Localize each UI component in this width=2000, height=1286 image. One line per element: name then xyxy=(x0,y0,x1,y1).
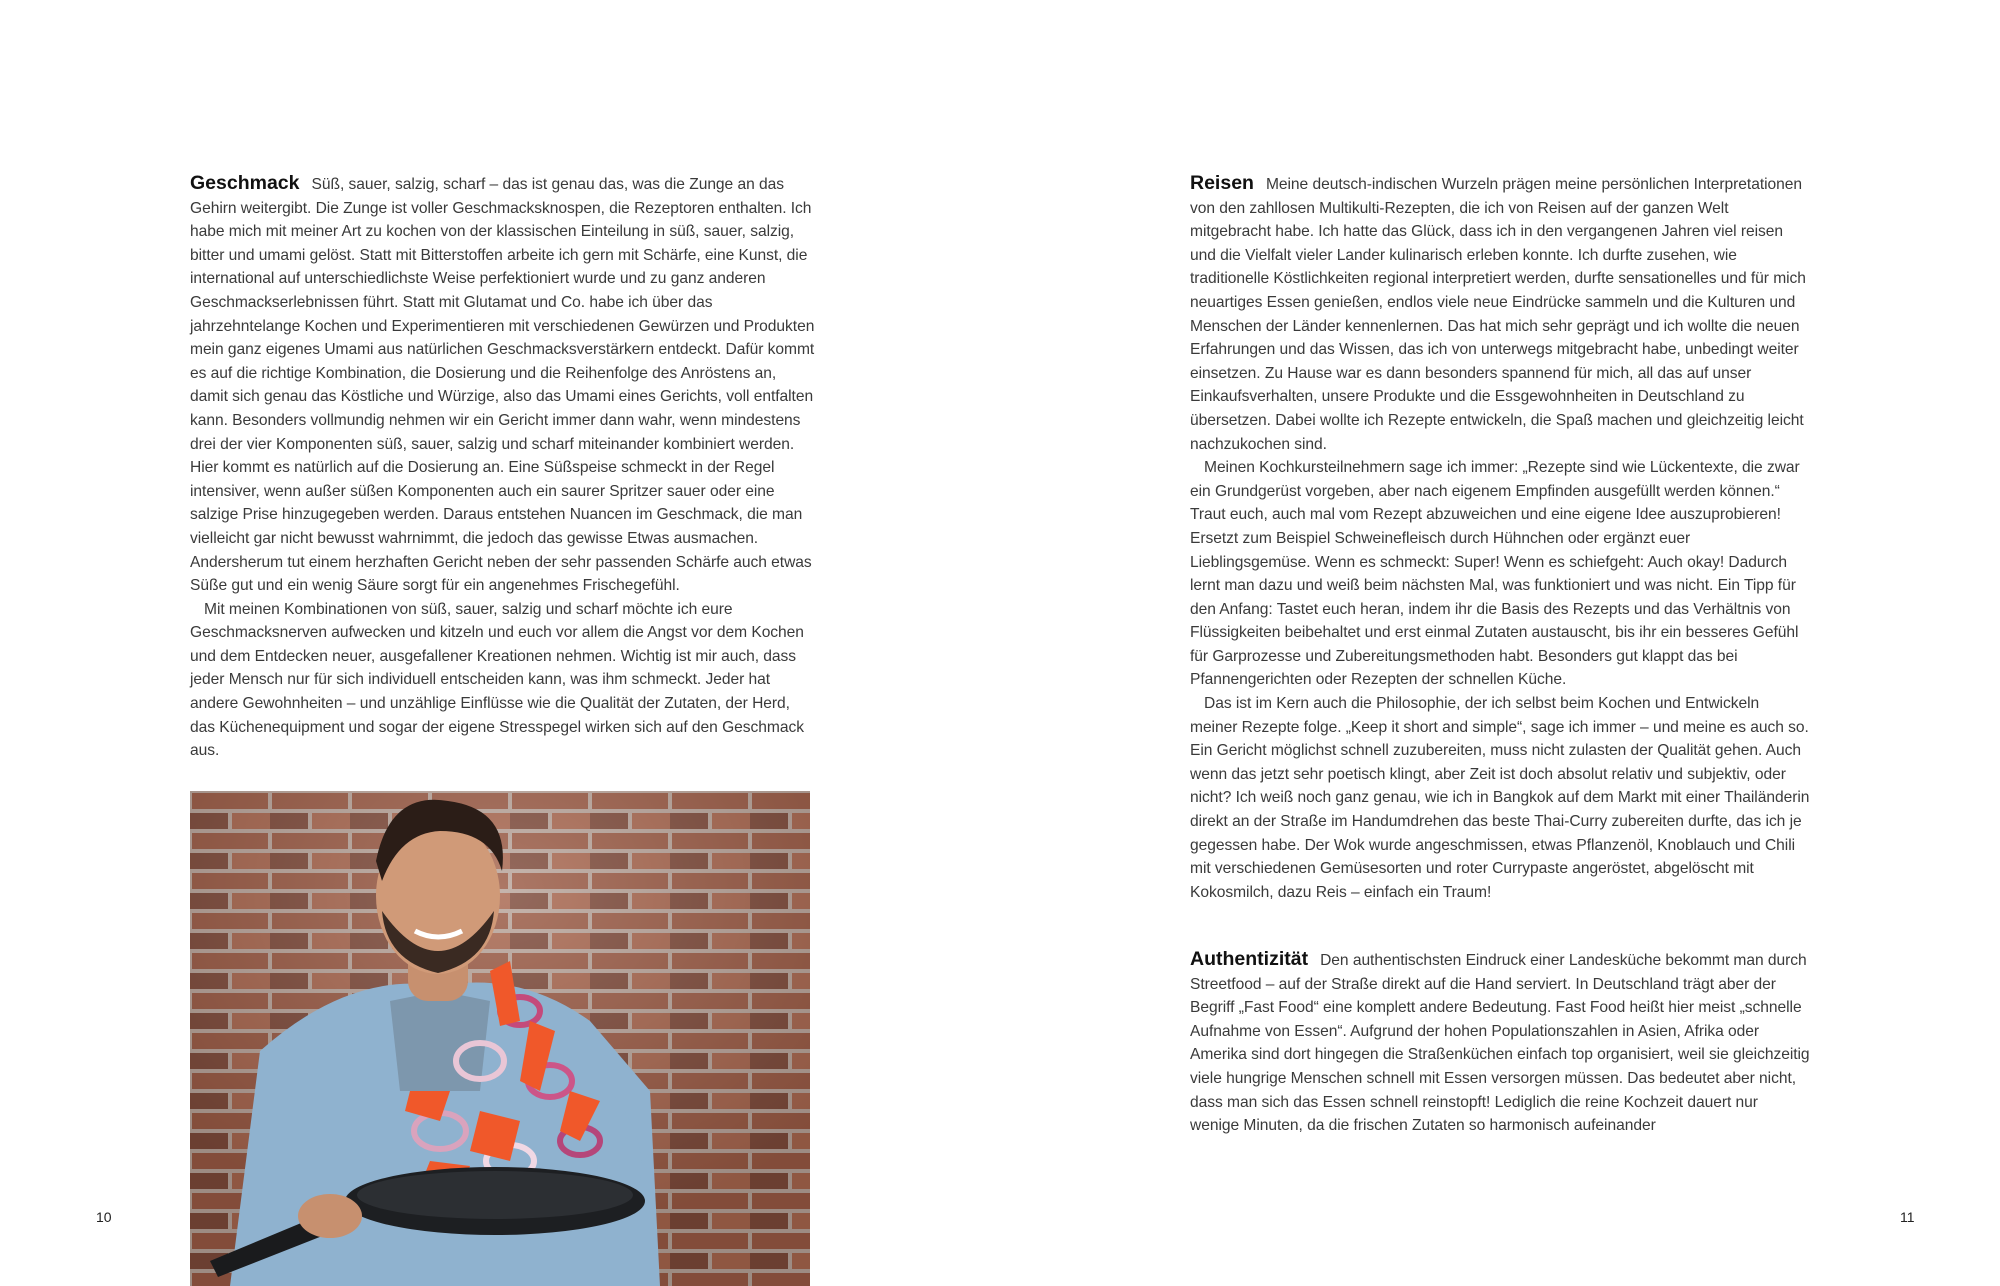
page-number-right: 11 xyxy=(1900,1209,1915,1225)
geschmack-paragraph-1: Geschmack Süß, sauer, salzig, scharf – das ist genau das, was die Zunge an das Gehirn weitergibt. Die Zunge ist voller Geschmacksknospen, die Rezeptoren enthalten. Ich habe mich mit meiner Art zu kochen von der klassischen Einteilung in süß, sauer, salzig, bitter und umami gelöst. Statt mit Bitterstoffen arbeite ich gern mit Schärfe, eine Kunst, die international auf unterschiedlichste Weise perfektioniert wurde und zu ganz anderen Geschmackserlebnissen führt. Statt mit Glutamat und Co. habe ich über das jahrzehntelange Kochen und Experimentieren mit verschiedenen Gewürzen und Produkten mein ganz eigenes Umami aus natürlichen Geschmacksverstärkern entdeckt. Dafür kommt es auf die richtige Kombination, die Dosierung und die Reihenfolge des Anröstens an, damit sich genau das Köstliche und Würzige, also das Umami eines Gerichts, voll entfalten kann. Besonders vollmundig nehmen wir ein Gericht immer dann wahr, wenn mindestens drei der vier Komponenten süß, sauer, salzig und scharf miteinander kombiniert werden. Hier kommt es natürlich auf die Dosierung an. Eine Süßspeise schmeckt in der Regel intensiver, wenn außer süßen Komponenten auch ein saurer Spritzer sauer oder eine salzige Prise hinzugegeben werden. Daraus entstehen Nuancen im Geschmack, die man vielleicht gar nicht bewusst wahrnimmt, die jedoch das gewisse Etwas ausmachen. Andersherum tut einem herzhaften Gericht neben der sehr passenden Schärfe auch etwas Süße gut und ein wenig Säure sorgt für ein angenehmes Frischegefühl. xyxy=(190,172,815,595)
geschmack-heading: Geschmack xyxy=(190,172,300,194)
chef-photo xyxy=(190,791,810,1286)
authentizitaet-section xyxy=(1190,948,1810,1138)
reisen-paragraph-1: Reisen Meine deutsch-indischen Wurzeln prägen meine persönlichen Interpretationen von den zahllosen Multikulti-Rezepten, die ich von Reisen auf der ganzen Welt mitgebracht habe. Ich hatte das Glück, dass ich in den vergangenen Jahren viel reisen und die Vielfalt vieler Lander kulinarisch erleben konnte. Ich durfte zusehen, wie traditionelle Köstlichkeiten regional interpretiert werden, durfte sensationelles und für mich neuartiges Essen genießen, endlos viele neue Eindrücke sammeln und die Kulturen und Menschen der Länder kennenlernen. Das hat mich sehr geprägt und ich wollte die neuen Erfahrungen und das Wissen, das ich von unterwegs mitgebracht habe, unbedingt weiter einsetzen. Zu Hause war es dann besonders spannend für mich, all das auf unser Einkaufsverhalten, unsere Produkte und die Essgewohnheiten in Deutschland zu übersetzen. Dabei wollte ich Rezepte entwickeln, die Spaß machen und gleichzeitig leicht nachzukochen sind. xyxy=(1190,172,1806,453)
geschmack-paragraph-2: Mit meinen Kombinationen von süß, sauer, salzig und scharf möchte ich eure Geschmacksnerven aufwecken und kitzeln und euch vor allem die Angst vor dem Kochen und dem Entdecken neuer, ausgefallener Kreationen nehmen. Wichtig ist mir auch, dass jeder Mensch nur für sich individuell entscheiden kann, was ihm schmeckt. Jeder hat andere Gewohnheiten – und unzählige Einflüsse wie die Qualität der Zutaten, der Herd, das Küchenequipment und sogar der eigene Stresspegel wirken sich auf den Geschmack aus. xyxy=(190,600,804,760)
right-page xyxy=(1000,0,2000,1286)
reisen-paragraph-3: Das ist im Kern auch die Philosophie, der ich selbst beim Kochen und Entwickeln meiner Rezepte folge. „Keep it short and simple“, sage ich immer – und meine es auch so. Ein Gericht möglichst schnell zuzubereiten, muss nicht zulasten der Qualität gehen. Auch wenn das jetzt sehr poetisch klingt, aber Zeit ist doch absolut relativ und subjektiv, oder nicht? Ich weiß noch ganz genau, wie ich in Bangkok auf dem Markt mit einer Thailänderin direkt an der Straße im Handumdrehen das beste Thai-Curry zubereiten durfte, das ich je gegessen habe. Der Wok wurde angeschmissen, etwas Pflanzenöl, Knoblauch und Chili mit verschiedenen Gemüsesorten und roter Currypaste angeröstet, abgelöscht mit Kokosmilch, dazu Reis – einfach ein Traum! xyxy=(1190,695,1810,901)
authentizitaet-paragraph-1: Authentizität Den authentischsten Eindruck einer Landesküche bekommt man durch Streetfood – auf der Straße direkt auf die Hand serviert. In Deutschland trägt aber der Begriff „Fast Food“ eine komplett andere Bedeutung. Fast Food heißt hier meist „schnelle Aufnahme von Essen“. Aufgrund der hohen Populationszahlen in Asien, Afrika oder Amerika sind dort hingegen die Straßenküchen einfach top organisiert, weil sie gleichzeitig viele hungrige Menschen schnell mit Essen versorgen müssen. Das bedeutet aber nicht, dass man sich das Essen schnell reinstopft! Lediglich die reine Kochzeit dauert nur wenige Minuten, da die frischen Zutaten so harmonisch aufeinander xyxy=(1190,948,1810,1135)
authentizitaet-heading: Authentizität xyxy=(1190,948,1309,970)
page-number-left: 10 xyxy=(96,1209,112,1225)
chef-photo-illustration xyxy=(190,791,810,1286)
geschmack-section xyxy=(190,172,815,763)
reisen-paragraph-2: Meinen Kochkursteilnehmern sage ich immer: „Rezepte sind wie Lückentexte, die zwar ein Grundgerüst vorgeben, aber nach eigenem Empfinden ausgefüllt werden können.“ Traut euch, auch mal vom Rezept abzuweichen und eine eigene Idee auszuprobieren! Ersetzt zum Beispiel Schweinefleisch durch Hühnchen oder ergänzt euer Lieblingsgemüse. Wenn es schmeckt: Super! Wenn es schiefgeht: Auch okay! Dadurch lernt man dazu und weiß beim nächsten Mal, was funktioniert und was nicht. Ein Tipp für den Anfang: Tastet euch heran, indem ihr die Basis des Rezepts und das Verhältnis von Flüssigkeiten beibehaltet und erst einmal Zutaten austauscht, bis ihr ein besseres Gefühl für Garprozesse und Zubereitungsmethoden habt. Besonders gut klappt das bei Pfannengerichten oder Rezepten der schnellen Küche. xyxy=(1190,459,1800,689)
reisen-section xyxy=(1190,172,1810,904)
reisen-heading: Reisen xyxy=(1190,172,1254,194)
